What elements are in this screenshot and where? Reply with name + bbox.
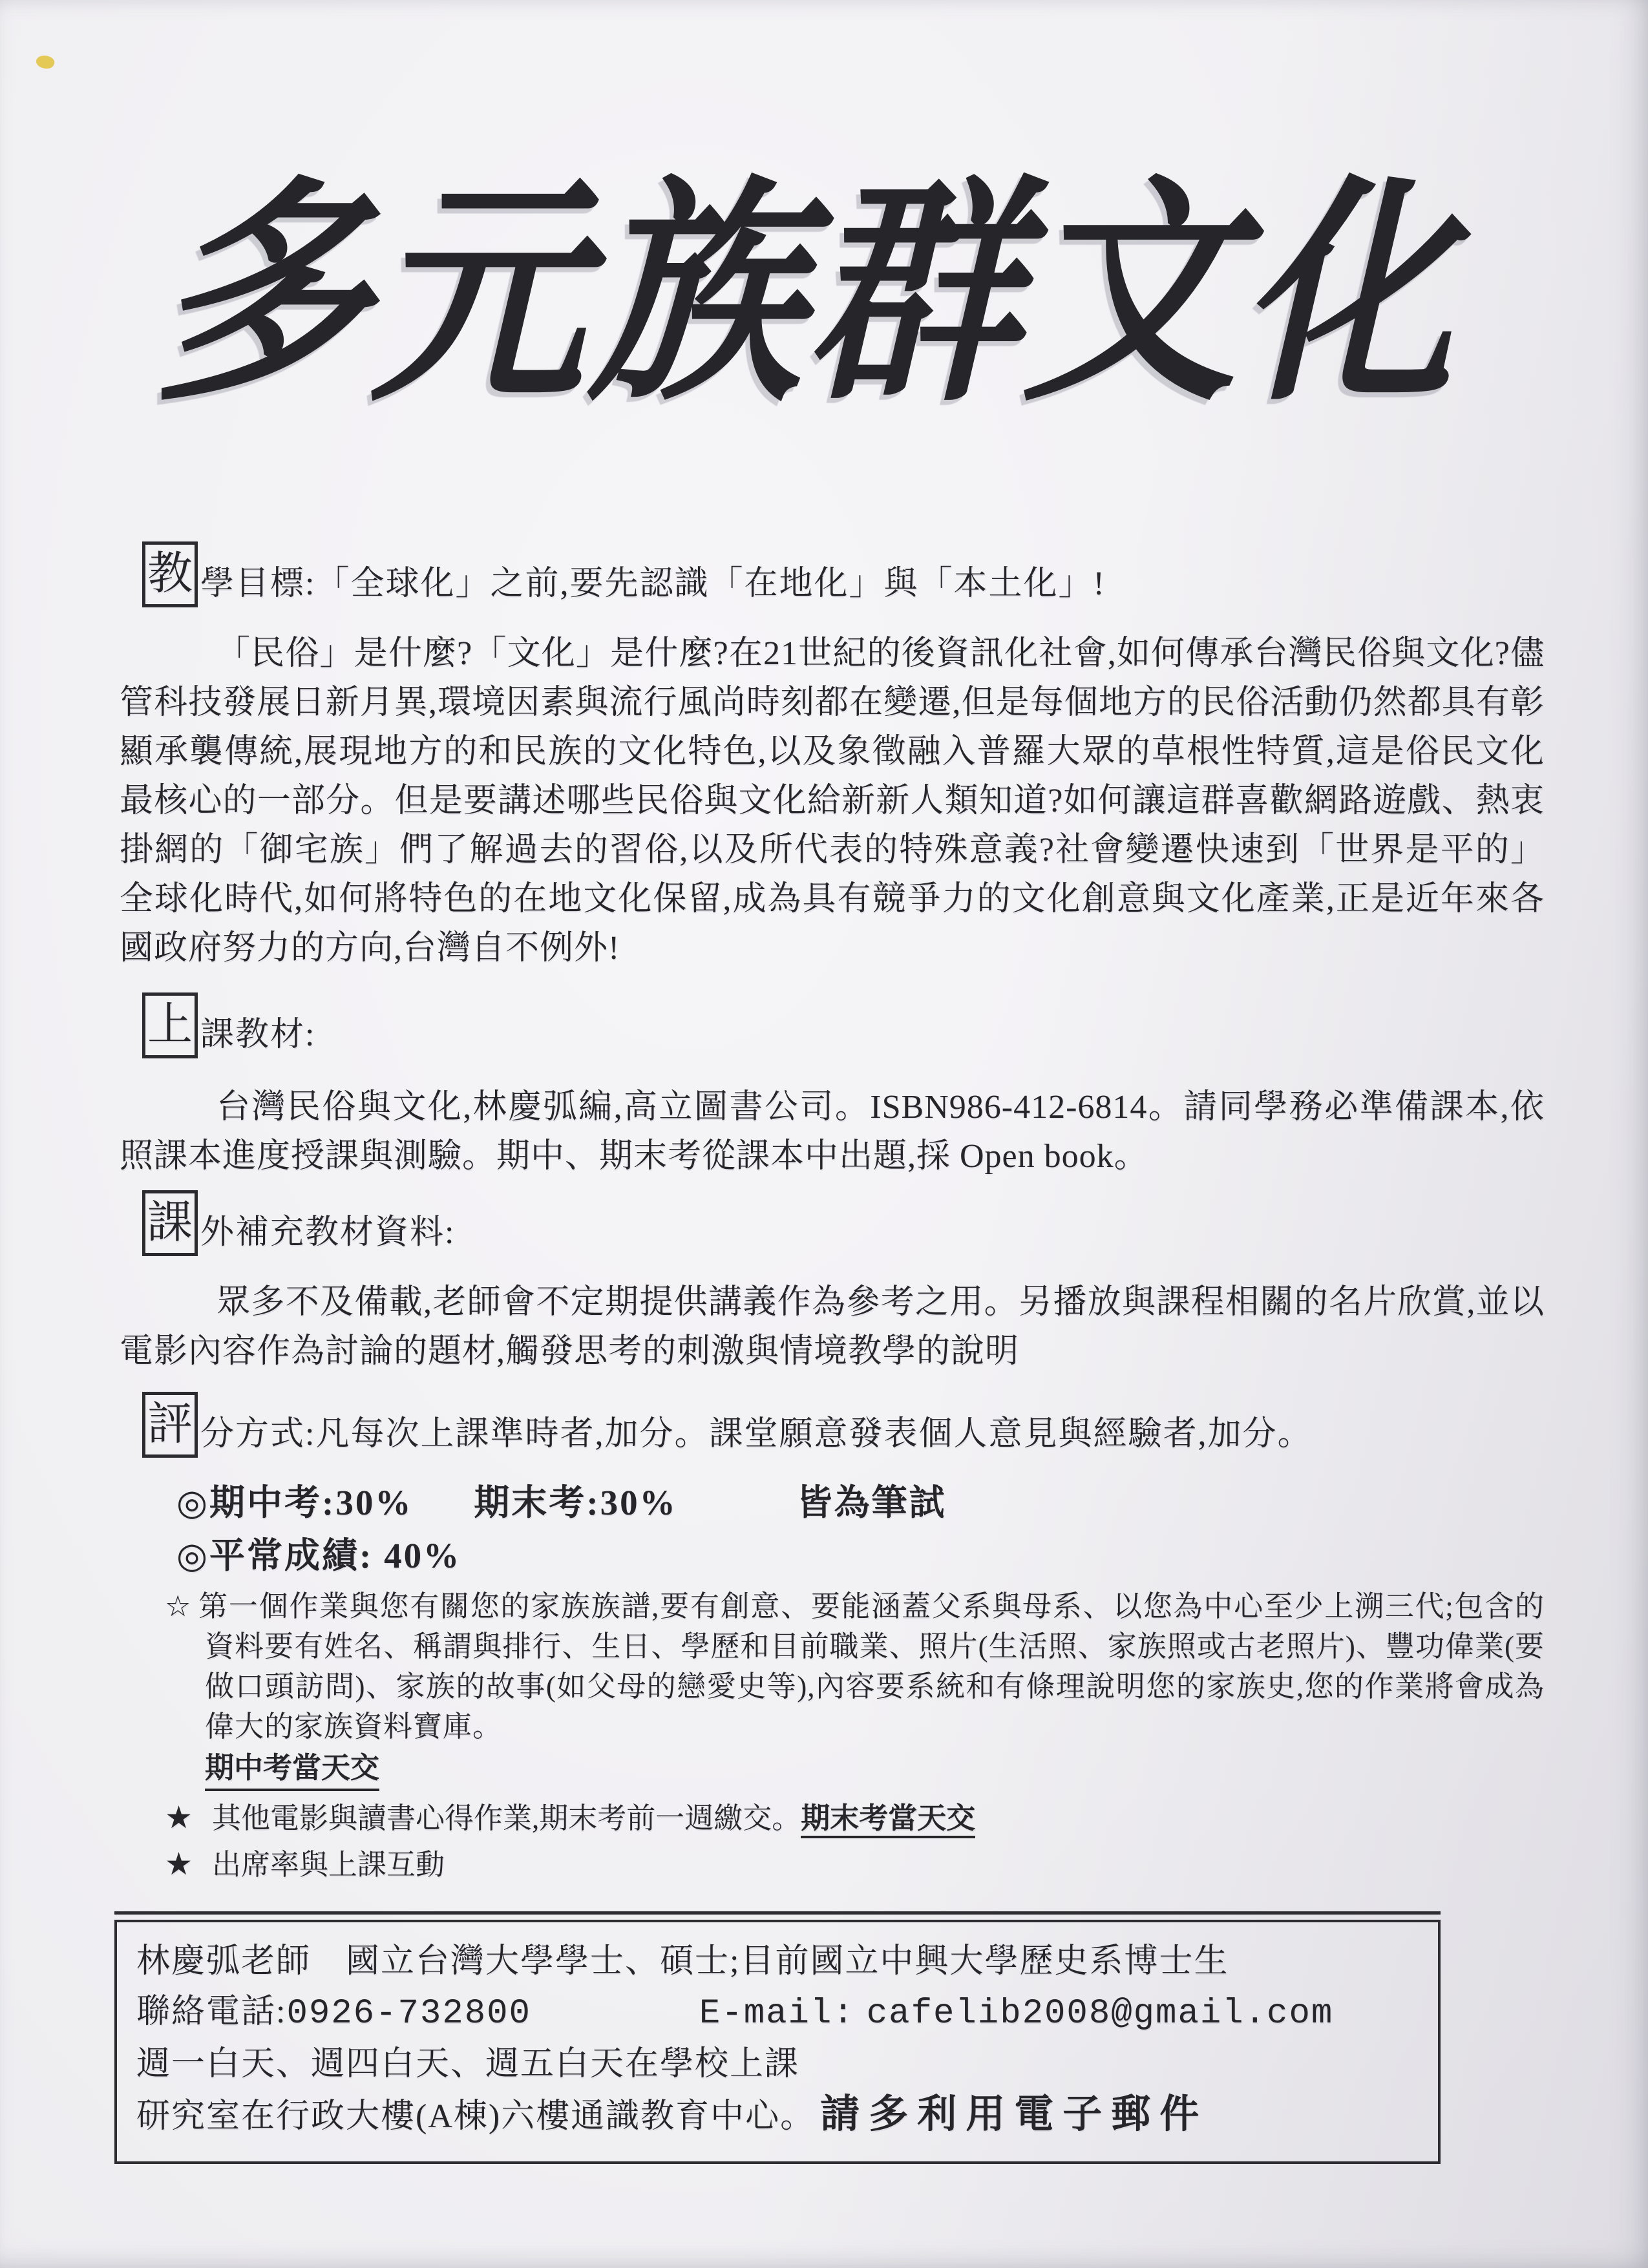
section-heading-textbook [142, 992, 1545, 1058]
black-star-bullet: ★ [165, 1847, 193, 1882]
supplement-paragraph: 眾多不及備載,老師會不定期提供講義作為參考之用。另播放與課程相關的名片欣賞,並以電影內容作為討論的題材,觸發思考的刺激與情境教學的說明 [120, 1284, 1545, 1370]
page-title-text: 多元族群文化 [142, 164, 1506, 429]
page-title [0, 129, 1648, 465]
regular-grade-line [176, 1533, 1545, 1579]
email-label: E-mail: [699, 1994, 855, 2033]
assignment-deadline: 期中考當天交 [205, 1749, 379, 1791]
phone-number: 0926-732800 [286, 1994, 531, 2033]
double-circle-bullet: ◎ [176, 1535, 209, 1575]
section-heading-teaching-goal [142, 541, 1545, 607]
contact-line [136, 1987, 1419, 2039]
black-star-bullet: ★ [165, 1801, 193, 1835]
email-address: cafelib2008@gmail.com [866, 1994, 1334, 2033]
supplement-heading-text: 外補充教材資料: [200, 1214, 456, 1251]
teaching-goal-paragraph: 「民俗」是什麼?「文化」是什麼?在21世紀的後資訊化社會,如何傳承台灣民俗與文化?儘管科技發展日新月異,環境因素與流行風尚時刻都在變遷,但是每個地方的民俗活動仍然都具有彰顯承襲傳統,展現地方的和民族的文化特色,以及象徵融入普羅大眾的草根性特質,這是俗民文化最核心的一部分。但是要講述哪些民俗與文化給新新人類知道?如何讓這群喜歡網路遊戲、熱衷掛網的「御宅族」們了解過去的習俗,以及所代表的特殊意義?社會變遷快速到「世界是平的」全球化時代,如何將特色的在地文化保留,成為具有競爭力的文化創意與文化產業,正是近年來各國政府努力的方向,台灣自不例外! [120, 635, 1545, 967]
document-body [0, 541, 1648, 2164]
boxed-char-teaching: 教 [142, 541, 198, 607]
phone-label: 聯絡電話: [136, 1993, 287, 2030]
boxed-char-textbook: 上 [142, 992, 198, 1058]
family-tree-assignment [120, 1586, 1545, 1747]
midterm-weight: 期中考:30% [209, 1483, 413, 1522]
office-location [136, 2090, 1419, 2142]
white-star-bullet: ☆ [165, 1590, 193, 1622]
footer-top-rule [114, 1911, 1441, 1915]
instructor-info-box [114, 1920, 1441, 2164]
grading-heading-text: 分方式:凡每次上課準時者,加分。課堂願意發表個人意見與經驗者,加分。 [200, 1416, 1313, 1453]
textbook-heading-text: 課教材: [200, 1016, 316, 1053]
class-days: 週一白天、週四白天、週五白天在學校上課 [136, 2046, 800, 2083]
extra-item-text: 其他電影與讀書心得作業,期末考前一週繳交。 [212, 1802, 801, 1834]
extra-item-reports [120, 1799, 1545, 1838]
regular-grade-weight: 平常成績: 40% [209, 1535, 461, 1575]
final-weight: 期末考:30% [474, 1483, 677, 1522]
scan-speck [35, 53, 56, 71]
email-reminder: 請多利用電子郵件 [820, 2093, 1209, 2136]
extra-item-text: 出席率與上課互動 [212, 1849, 445, 1881]
double-circle-bullet: ◎ [176, 1483, 209, 1522]
textbook-paragraph: 台灣民俗與文化,林慶弧編,高立圖書公司。ISBN986-412-6814。請同學務必準備課本,依照課本進度授課與測驗。期中、期末考從課本中出題,採 Open book。 [120, 1089, 1545, 1175]
final-deadline: 期末考當天交 [801, 1802, 975, 1838]
boxed-char-grading: 評 [142, 1392, 198, 1458]
section-heading-supplement [142, 1190, 1545, 1256]
written-test-note: 皆為筆試 [796, 1483, 947, 1522]
section-heading-grading [142, 1392, 1545, 1458]
teaching-goal-heading-text: 學目標:「全球化」之前,要先認識「在地化」與「本土化」! [200, 565, 1106, 602]
assignment-text: 第一個作業與您有關您的家族族譜,要有創意、要能涵蓋父系與母系、以您為中心至少上溯三代;包含的資料要有姓名、稱謂與排行、生日、學歷和目前職業、照片(生活照、家族照或古老照片)、豐功偉業(要做口頭訪問)、家族的故事(如父母的戀愛史等),內容要系統和有條理說明您的家族史,您的作業將會成為偉大的家族資料寶庫。 [198, 1590, 1545, 1743]
instructor-credentials: 林慶弧老師 國立台灣大學學士、碩士;目前國立中興大學歷史系博士生 [136, 1943, 1229, 1980]
office-location-text: 研究室在行政大樓(A棟)六樓通識教育中心。 [136, 2098, 816, 2135]
extra-item-attendance [120, 1845, 1545, 1884]
exam-weights-line [176, 1480, 1545, 1526]
boxed-char-supplement: 課 [142, 1190, 198, 1256]
